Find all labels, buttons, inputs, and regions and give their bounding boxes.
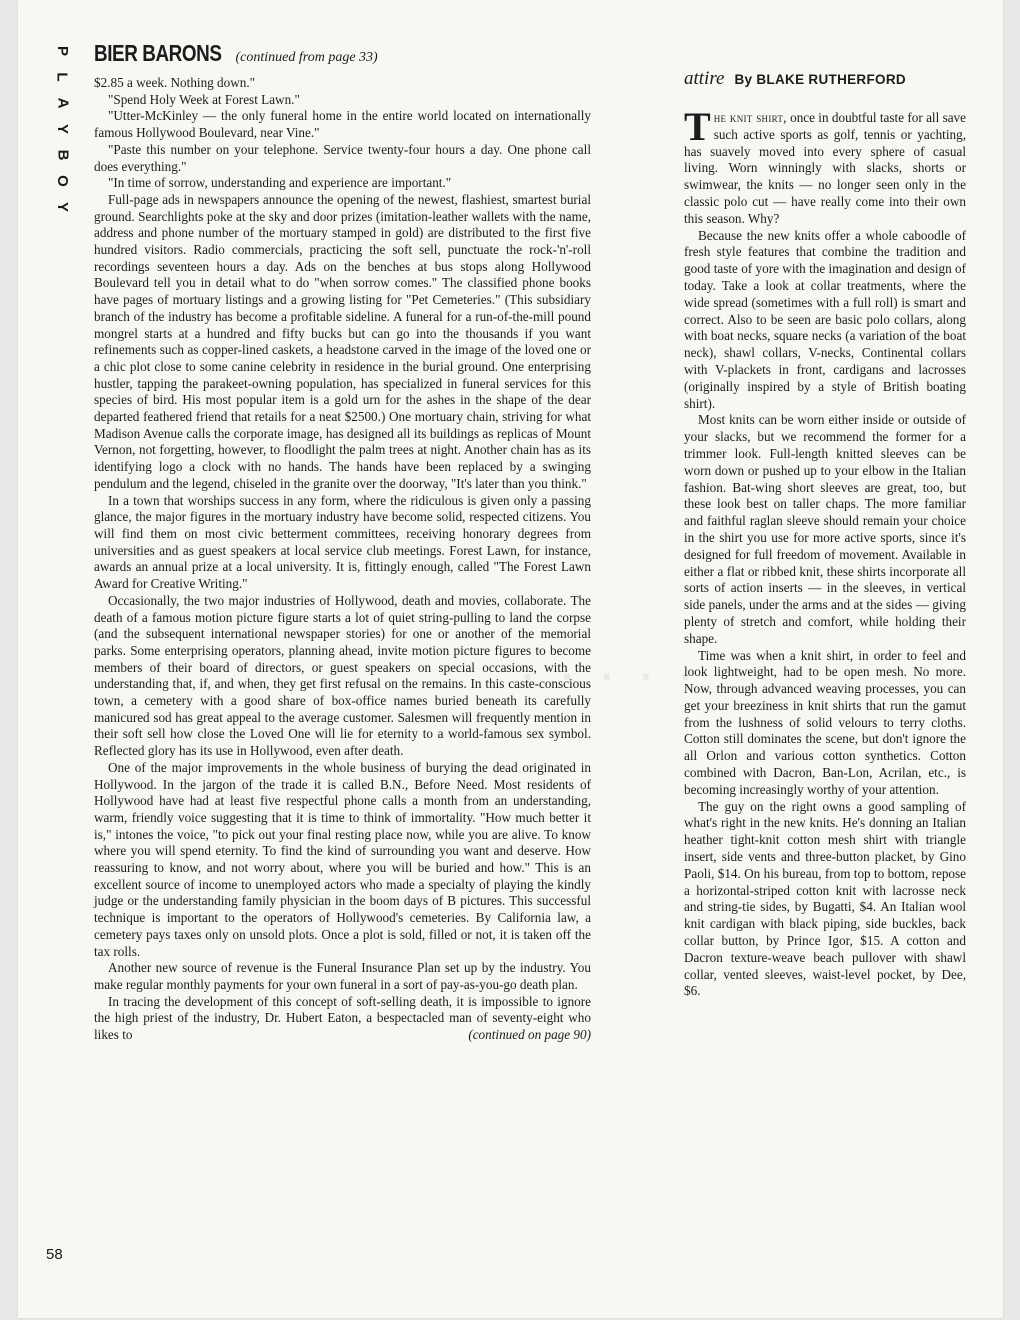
lead-text: once in doubtful taste for all save such active sports as golf, tennis or yachting, has suavely moved into every sphere of casual living. Worn winningly with slacks, shorts or swimwear, the knits — no longer seen only in the classic polo cut — have really come into their own this season. Why? <box>684 110 967 226</box>
page-number: 58 <box>46 1246 63 1263</box>
continued-on-note: (continued on page 90) <box>468 1027 591 1043</box>
body-paragraph: "Utter-McKinley — the only funeral home in the entire world located on internationally famous Hollywood Boulevard, near Vine." <box>94 108 591 141</box>
spine-letter: P <box>53 45 71 57</box>
spine-letter: B <box>54 149 71 161</box>
spine-letter: Y <box>53 201 71 213</box>
spine-letter: O <box>53 175 71 187</box>
article-title: BIER BARONS <box>94 40 222 66</box>
lead-paragraph <box>684 104 967 228</box>
body-paragraph: Full-page ads in newspapers announce the opening of the newest, flashiest, smartest burial ground. Searchlights poke at the sky and door prizes (imitation-leather wallets with the name, address and phone number of the mortuary stamped in gold) are distributed to the first five hundred visitors. Radio commercials, practicing the soft sell, punctuate the rock-'n'-roll recordings seventeen hours a day. Ads on the benches at bus stops along Hollywood Boulevard tell you in detail what to do "when sorrow comes." The classified phone books have pages of mortuary listings and a growing listing for "Pet Cemeteries." (This subsidiary branch of the industry has become a profitable sideline. A funeral for a run-of-the-mill pound mongrel starts at a hundred and fifty bucks but can go into the thousands if you want refinements such as copper-lined caskets, a headstone carved in the image of the loved one or a chic plot close to some canine celebrity in residence in the burial ground. One enterprising hustler, tapping the parakeet-owning population, has specialized in funeral services for this species of bird. His most popular item is a gold urn for the ashes in the shape of the dear departed feathered friend that retails for a neat $2500.) One mortuary chain, striving for what Madison Avenue calls the corporate image, has designed all its buildings as replicas of Mount Vernon, not forgetting, however, to floodlight the palm trees at night. Another chain has as its identifying logo a clock with no hands. The hands have been replaced by a swinging pendulum and the legend, chiseled in the granite over the doorway, "It's later than you think." <box>94 191 591 491</box>
body-paragraph: Another new source of revenue is the Funeral Insurance Plan set up by the industry. You make regular monthly payments for your own funeral in a sort of pay-as-you-go death plan. <box>94 960 591 992</box>
spine-letter: Y <box>53 123 71 135</box>
body-paragraph: Time was when a knit shirt, in order to feel and look lightweight, had to be open mesh. No more. Now, through advanced weaving processes, you can get your breeziness in knit shirts that run the gamut from the lushness of solid velours to terry cloths. Cotton still dominates the scene, but don't ignore the all Orlon and various cotton synthetics. Cotton combined with Dacron, Ban-Lon, Acrilan, etc., is becoming increasingly worthy of your attention. <box>684 647 966 797</box>
magazine-spine-title <box>48 38 76 220</box>
body-paragraph: Because the new knits offer a whole caboodle of fresh style features that combine the tradition and good taste of yore with the imagination and design of today. Take a look at collar treatments, where the wide spread (sometimes with a full roll) is smart and correct. Also to be seen are basic polo collars, along with boat necks, square necks (a variation of the boat neck), shawl collars, V-necks, Continental collars with V-plackets in front, cardigans and lacrosses (originally inspired by a style of British boating shirt). <box>684 227 966 411</box>
body-paragraph: In a town that worships success in any form, where the ridiculous is given only a passing glance, the major figures in the mortuary industry have become solid, respected citizens. You will find them on most civic betterment committees, receiving honorary degrees from universities and as guest speakers at local service club meetings. Forest Lawn, for instance, awards an annual prize at a local university. It is, fittingly enough, called "The Forest Lawn Award for Creative Writing." <box>94 492 591 592</box>
spine-letter: A <box>54 97 71 109</box>
section-title: attire <box>684 68 725 89</box>
body-paragraph: Most knits can be worn either inside or outside of your slacks, but we recommend the former for a trimmer look. Full-length knitted sleeves can be worn down or pushed up to your elbow in the Italian fashion. Bat-wing short sleeves are great, too, but these look best on taller chaps. The more familiar and faithful raglan sleeve should remain your choice in the shirt you use for more active sports, since it's designed for full freedom of movement. Available in either a flat or ribbed knit, these shirts incorporate all sorts of action inserts — in the sleeves, in vertical side panels, under the arms and at the sides — giving plenty of stretch and comfort, while holding their shape. <box>684 412 966 646</box>
drop-cap: T <box>684 104 711 149</box>
final-paragraph <box>94 994 591 1044</box>
body-paragraph: "Spend Holy Week at Forest Lawn." <box>108 91 300 107</box>
attire-column <box>684 68 966 1000</box>
article-headline <box>94 40 591 67</box>
lead-smallcaps: he knit shirt, <box>713 110 787 125</box>
attire-header <box>684 68 966 90</box>
body-paragraph: One of the major improvements in the whole business of burying the dead originated in Hollywood. In the jargon of the trade it is called B.N., Before Need. Most residents of Hollywood have had at least five respectful phone calls a month from an understanding, warm, friendly voice suggesting that it is time to think of immortality. "How much better it is," intones the voice, "to pick out your final resting place now, while you are alive. To know where you will spend eternity. To find the kind of surrounding you want and deserve. How reassuring to know, and not worry about, where you will be buried and how." This is an excellent source of income to unemployed actors who made a specialty of playing the kindly judge or the understanding family physician in the boom days of B pictures. This successful technique is important to the operators of Hollywood's cemeteries. By California law, a cemetery pays taxes only on unsold plots. Once a plot is sold, filled or not, it is taken off the tax rolls. <box>94 759 591 959</box>
watermark: · · · · · <box>518 641 698 706</box>
body-paragraph: The guy on the right owns a good sampling of what's right in the new knits. He's donning an Italian heather tight-knit cotton mesh shirt with triangle insert, side vents and three-button placket, by Gino Paoli, $14. On his bureau, from top to bottom, repose a horizontal-striped cotton knit with lacrosse neck and string-tie sides, by Bugatti, $4. An Italian wool knit cardigan with black piping, side buckles, back collar button, by Prince Igor, $15. A cotton and Dacron texture-weave beach pullover with shawl collar, vented sleeves, waist-level pocket, by Dee, $6. <box>684 798 966 999</box>
body-paragraph: $2.85 a week. Nothing down." <box>94 75 256 90</box>
body-paragraph: "In time of sorrow, understanding and experience are important." <box>108 175 452 191</box>
magazine-page <box>18 0 1003 1318</box>
spine-letter: L <box>53 72 71 82</box>
body-paragraph: Occasionally, the two major industries of Hollywood, death and movies, collaborate. The death of a famous motion picture figure starts a lot of quiet string-pulling to land the corpse (and the subsequent international newspaper stories) for one or another of the memorial parks. Some enterprising operators, planning ahead, invite motion picture figures to become members of their board of directors, or guest speakers on special occasions, with the understanding that, if, and when, they get first refusal on the remains. In this caste-conscious town, a cemetery with a good share of box-office names buried beneath its carefully manicured sod has great appeal to the average customer. Salesmen will frequently mention in their soft sell how close the Loved One will lie for eternity to a world-famous sex symbol. Reflected glory has its use in Hollywood, even after death. <box>94 592 591 759</box>
byline: By BLAKE RUTHERFORD <box>734 72 906 87</box>
body-paragraph: "Paste this number on your telephone. Service twenty-four hours a day. One phone call does everything." <box>94 141 591 174</box>
continued-from-note: (continued from page 33) <box>235 50 378 65</box>
final-paragraph-text: In tracing the development of this concept of soft-selling death, it is impossible to ignore the high priest of the industry, Dr. Hubert Eaton, a bespectacled man of seventy-eight who likes to <box>94 993 591 1043</box>
bier-barons-column <box>94 40 591 1044</box>
